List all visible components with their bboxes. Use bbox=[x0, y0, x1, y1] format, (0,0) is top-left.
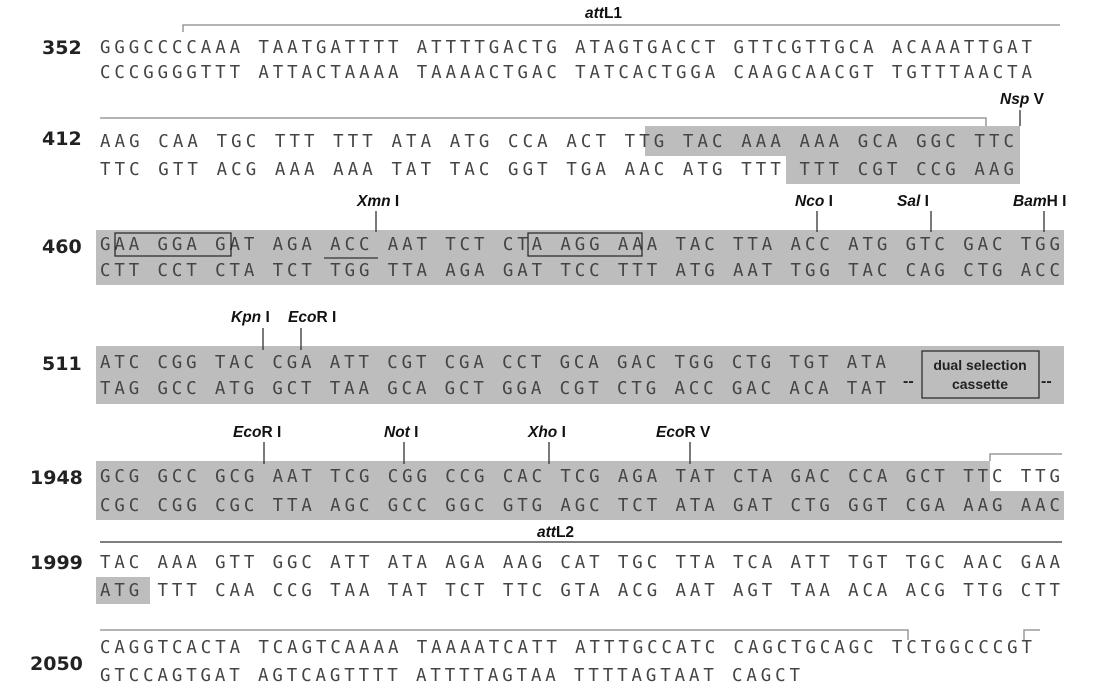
enzyme-kpni-name: Kpn bbox=[231, 309, 262, 326]
enzyme-kpni bbox=[231, 309, 270, 326]
seq-1948-bottom: CGC CGG CGC TTA AGC GCC GGC GTG AGC TCT ATA GAT CTG GGT CGA AAG AAC bbox=[100, 496, 1060, 516]
line-number-412: 412 bbox=[42, 128, 82, 150]
enzyme-ecori-1 bbox=[288, 309, 336, 326]
enzyme-nspv-suffix: V bbox=[1029, 91, 1044, 108]
attL1-prefix: att bbox=[585, 5, 604, 22]
seq-2050-bottom: GTCCAGTGAT AGTCAGTTTT ATTTTAGTAA TTTTAGTAAT CAGCT bbox=[100, 666, 801, 686]
seq-2050-top: CAGGTCACTA TCAGTCAAAA TAAAATCATT ATTTGCCATC CAGCTGCAGC TCTGGCCCGT bbox=[100, 638, 1032, 658]
attL1-suffix: L1 bbox=[603, 5, 623, 22]
enzyme-xhoi bbox=[527, 424, 566, 441]
enzyme-kpni-suffix: I bbox=[261, 309, 270, 326]
seq-1999-bottom: ATG TTT CAA CCG TAA TAT TCT TTC GTA ACG AAT AGT TAA ACA ACG TTG CTT bbox=[100, 581, 1060, 601]
enzyme-ncoi-suffix: I bbox=[824, 193, 833, 210]
enzyme-ecorv-name: Eco bbox=[656, 424, 685, 441]
enzyme-xmni bbox=[356, 193, 399, 210]
enzyme-xmni-suffix: I bbox=[390, 193, 400, 210]
enzyme-nspv bbox=[1000, 91, 1045, 108]
enzyme-bamhi-suffix: H I bbox=[1046, 193, 1067, 210]
cassette-line1: dual selection bbox=[933, 357, 1027, 373]
enzyme-nspv-name: Nsp bbox=[1000, 91, 1030, 108]
line-number-352: 352 bbox=[42, 37, 82, 59]
seq-511-top: ATC CGG TAC CGA ATT CGT CGA CCT GCA GAC TGG CTG TGT ATA bbox=[100, 353, 886, 373]
enzyme-sali-name: Sal bbox=[897, 193, 921, 210]
seq-460-bottom: CTT CCT CTA TCT TGG TTA AGA GAT TCC TTT ATG AAT TGG TAC CAG CTG ACC bbox=[100, 261, 1060, 281]
line-numbers bbox=[30, 37, 83, 675]
seq-1948-top: GCG GCC GCG AAT TCG CGG CCG CAC TCG AGA TAT CTA GAC CCA GCT TTC TTG bbox=[100, 467, 1060, 487]
seq-460-top: GAA GGA GAT AGA ACC AAT TCT CTA AGG AAA TAC TTA ACC ATG GTC GAC TGG bbox=[100, 235, 1060, 255]
enzyme-ecori-2-suffix: R I bbox=[261, 424, 282, 441]
enzyme-noti-suffix: I bbox=[409, 424, 419, 441]
att-brackets bbox=[100, 25, 1062, 640]
enzyme-ecorv-suffix: R V bbox=[684, 424, 711, 441]
enzyme-ncoi-name: Nco bbox=[795, 193, 825, 210]
attL2-prefix: att bbox=[537, 524, 556, 541]
line-number-1948: 1948 bbox=[30, 467, 83, 489]
enzyme-ecori-2 bbox=[233, 424, 281, 441]
enzyme-ecorv bbox=[656, 424, 711, 441]
attL2-label bbox=[537, 524, 574, 541]
enzyme-xhoi-name: Xho bbox=[528, 424, 558, 441]
enzyme-bamhi-name: Bam bbox=[1013, 193, 1047, 210]
attL1-label bbox=[585, 5, 622, 22]
cassette-dash-right: -- bbox=[1041, 373, 1052, 390]
cassette-dash-left: -- bbox=[903, 373, 914, 390]
enzyme-sali-suffix: I bbox=[920, 193, 929, 210]
enzyme-bamhi bbox=[1013, 193, 1066, 210]
enzyme-ecori-1-suffix: R I bbox=[316, 309, 337, 326]
att-bracket-1948 bbox=[990, 454, 1062, 461]
seq-352-top: GGGCCCCAAA TAATGATTTT ATTTTGACTG ATAGTGACCT GTTCGTTGCA ACAAATTGAT bbox=[100, 38, 1032, 58]
line-number-1999: 1999 bbox=[30, 552, 83, 574]
attL2-suffix: L2 bbox=[555, 524, 575, 541]
seq-412-bottom: TTC GTT ACG AAA AAA TAT TAC GGT TGA AAC ATG TTT TTT CGT CCG AAG bbox=[100, 160, 1014, 180]
seq-1999-top: TAC AAA GTT GGC ATT ATA AGA AAG CAT TGC TTA TCA ATT TGT TGC AAC GAA bbox=[100, 553, 1060, 573]
line-number-511: 511 bbox=[42, 353, 82, 375]
cassette bbox=[903, 351, 1052, 398]
line-number-460: 460 bbox=[42, 236, 82, 258]
enzyme-sali bbox=[897, 193, 929, 210]
cassette-line2: cassette bbox=[951, 376, 1009, 392]
enzyme-noti bbox=[384, 424, 418, 441]
line-number-2050: 2050 bbox=[30, 653, 83, 675]
seq-352-bottom: CCCGGGGTTT ATTACTAAAA TAAAACTGAC TATCACTGGA CAAGCAACGT TGTTTAACTA bbox=[100, 63, 1032, 83]
enzyme-xmni-name: Xmn bbox=[357, 193, 391, 210]
enzyme-noti-name: Not bbox=[384, 424, 410, 441]
att-bracket-412 bbox=[100, 118, 986, 126]
enzyme-ecori-1-name: Eco bbox=[288, 309, 317, 326]
enzyme-xhoi-suffix: I bbox=[557, 424, 566, 441]
seq-511-bottom: TAG GCC ATG GCT TAA GCA GCT GGA CGT CTG ACC GAC ACA TAT bbox=[100, 379, 886, 399]
attL1-bracket bbox=[183, 25, 1060, 32]
seq-412-top: AAG CAA TGC TTT TTT ATA ATG CCA ACT TTG TAC AAA AAA GCA GGC TTC bbox=[100, 132, 1014, 152]
enzyme-ncoi bbox=[795, 193, 833, 210]
enzyme-ecori-2-name: Eco bbox=[233, 424, 262, 441]
